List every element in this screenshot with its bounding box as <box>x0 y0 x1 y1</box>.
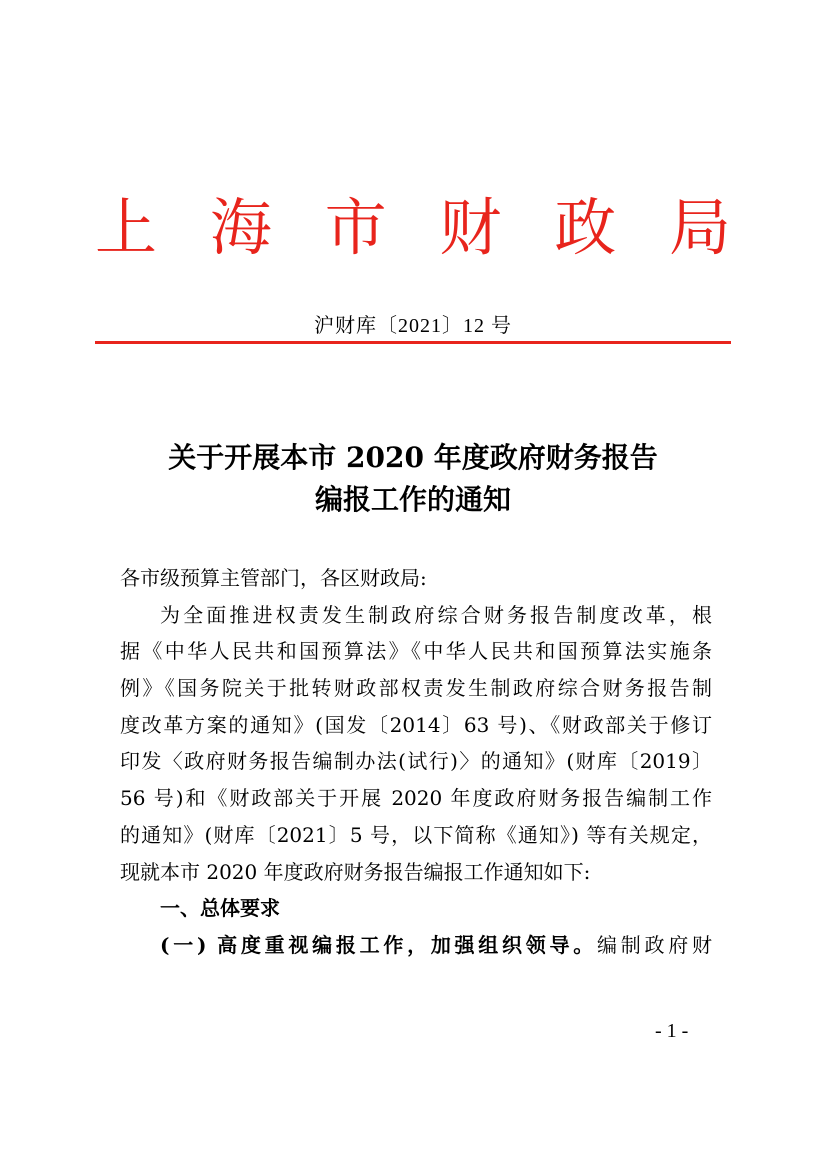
title-line-1: 关于开展本市 2020 年度政府财务报告 <box>168 441 658 474</box>
subsection-text: 编制政府财 <box>597 932 713 957</box>
paragraph-line: 度改革方案的通知》(国发〔2014〕63 号)、《财政部关于修订 <box>120 712 712 737</box>
authority-char: 政 <box>554 191 617 264</box>
authority-char: 上 <box>95 191 158 264</box>
salutation: 各市级预算主管部门，各区财政局: <box>120 566 427 590</box>
title-line-2: 编报工作的通知 <box>314 483 511 516</box>
red-divider-line <box>95 341 731 344</box>
authority-char: 海 <box>209 191 272 264</box>
authority-char: 财 <box>439 191 502 264</box>
paragraph-line: 印发〈政府财务报告编制办法(试行)〉的通知》(财库〔2019〕 <box>120 749 712 774</box>
document-title <box>0 437 826 521</box>
paragraph-line: 56 号)和《财政部关于开展 2020 年度政府财务报告编制工作 <box>120 786 712 811</box>
paragraph-line: 的通知》(财库〔2021〕5 号，以下简称《通知》) 等有关规定， <box>120 822 712 847</box>
section-heading: 一、总体要求 <box>160 896 280 921</box>
document-body <box>120 560 712 964</box>
paragraph-1 <box>120 597 712 891</box>
paragraph-line: 据《中华人民共和国预算法》《中华人民共和国预算法实施条 <box>120 639 712 664</box>
document-number: 沪财库〔2021〕12 号 <box>314 315 512 337</box>
subsection-line <box>120 927 712 964</box>
authority-char: 市 <box>324 191 387 264</box>
paragraph-line: 例》《国务院关于批转财政部权责发生制政府综合财务报告制 <box>120 676 712 701</box>
issuing-authority-header <box>95 183 731 273</box>
paragraph-line: 现就本市 2020 年度政府财务报告编报工作通知如下: <box>120 859 591 884</box>
subsection-heading: (一) 高度重视编报工作，加强组织领导。 <box>160 932 598 957</box>
paragraph-line: 为全面推进权责发生制政府综合财务报告制度改革，根 <box>160 602 712 627</box>
authority-char: 局 <box>668 191 731 264</box>
page-number: - 1 - <box>655 1020 689 1042</box>
